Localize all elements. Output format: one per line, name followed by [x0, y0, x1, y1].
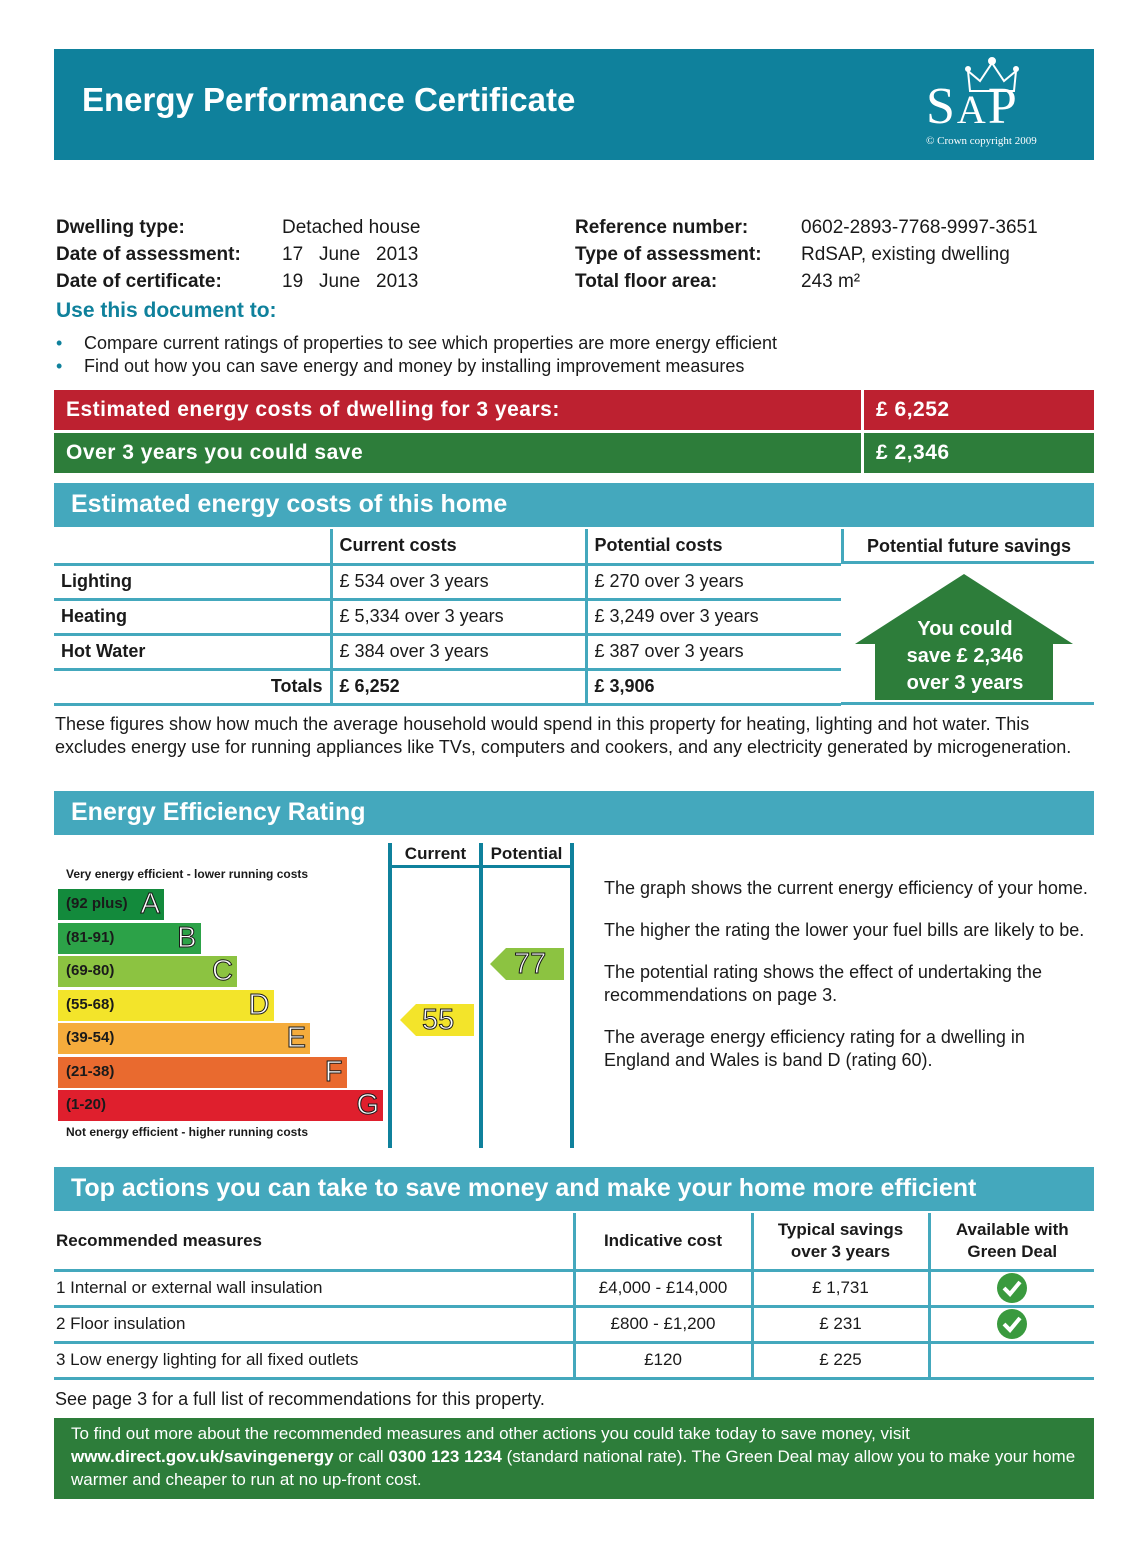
table-row: Heating £ 5,334 over 3 years £ 3,249 over 3 years — [54, 599, 841, 634]
future-savings-panel — [841, 564, 1094, 705]
page-title: Energy Performance Certificate — [82, 81, 576, 118]
band-letter: F — [324, 1055, 343, 1088]
table-row: 3 Low energy lighting for all fixed outlets £120 £ 225 — [54, 1342, 1094, 1378]
assessment-type-label: Type of assessment: — [575, 244, 762, 265]
dwelling-info — [56, 214, 420, 295]
table-row: Lighting £ 534 over 3 years £ 270 over 3 years — [54, 564, 841, 599]
use-document-title: Use this document to: — [56, 299, 277, 322]
rating-band-g — [58, 1090, 383, 1121]
band-letter: D — [248, 988, 270, 1021]
reference-label: Reference number: — [575, 217, 749, 238]
assessment-date-value: 17 June 2013 — [282, 244, 419, 265]
band-letter: A — [140, 888, 160, 920]
savings-header: Typical savings over 3 years — [752, 1213, 929, 1270]
current-column-header: Current — [404, 844, 467, 863]
estimated-cost-bar — [54, 390, 1094, 430]
green-deal-header: Available with Green Deal — [929, 1213, 1094, 1270]
rating-band-b — [58, 923, 201, 954]
rating-band-f — [58, 1057, 347, 1088]
band-range: (1-20) — [66, 1096, 107, 1113]
header-banner — [54, 49, 1094, 160]
phone-number: 0300 123 1234 — [388, 1447, 502, 1466]
future-savings-header: Potential future savings — [841, 529, 1094, 564]
column-header-underline — [392, 865, 570, 868]
see-more-text: See page 3 for a full list of recommendations for this property. — [55, 1389, 545, 1409]
footer-info: To find out more about the recommended measures and other actions you could take today to save money, visit www.direct.gov.uk/savingenergy or call 0300 123 1234 (standard national rate). The Green Deal may allow you to make your home warmer and cheaper to run at no up-front cost. — [54, 1418, 1094, 1499]
logo-copyright: © Crown copyright 2009 — [926, 135, 1037, 147]
rating-band-d — [58, 990, 274, 1021]
rating-explanation: The graph shows the current energy efficiency of your home. The higher the rating the lower your fuel bills are likely to be. The potential rating shows the effect of undertaking the recommendations on page 3. The average energy efficiency rating for a dwelling in England and Wales is band D (rating 60). — [604, 878, 1088, 1070]
savings-value: £ 2,346 — [861, 433, 1094, 473]
band-letter: C — [212, 955, 233, 987]
assessment-type-value: RdSAP, existing dwelling — [801, 244, 1010, 265]
use-bullets — [56, 332, 777, 378]
estimated-cost-label: Estimated energy costs of dwelling for 3 years: — [66, 398, 560, 421]
bullet-icon: • — [56, 356, 63, 376]
dwelling-type-label: Dwelling type: — [56, 217, 185, 238]
totals-row: Totals £ 6,252 £ 3,906 — [54, 669, 841, 704]
costs-note: These figures show how much the average household would spend in this property for heating, lighting and hot water. This excludes energy use for running appliances like TVs, computers and cookers, and any electricity generated by microgeneration. — [55, 714, 1072, 757]
list-item: • Compare current ratings of properties to see which properties are more energy efficient — [56, 333, 778, 353]
rating-band-e — [58, 1023, 310, 1054]
energy-rating-chart — [54, 843, 574, 1148]
reference-info — [575, 214, 1038, 295]
savings-bar — [54, 433, 1094, 473]
band-letter: B — [177, 921, 197, 954]
rating-band-a — [58, 889, 164, 920]
sap-logo — [918, 57, 1068, 153]
costs-header-blank — [54, 529, 331, 564]
assessment-date-label: Date of assessment: — [56, 244, 241, 265]
rating-band-c — [58, 956, 237, 987]
green-deal-check-icon — [997, 1273, 1027, 1303]
reference-value: 0602-2893-7768-9997-3651 — [801, 217, 1038, 238]
efficient-label: Very energy efficient - lower running costs — [66, 867, 309, 881]
savings-label: Over 3 years you could save — [66, 441, 364, 464]
current-rating-arrow — [400, 1004, 474, 1036]
band-range: (92 plus) — [66, 895, 128, 912]
cost-header: Indicative cost — [574, 1213, 752, 1270]
column-divider — [388, 843, 392, 1148]
inefficient-label: Not energy efficient - higher running costs — [66, 1125, 309, 1139]
table-row: 2 Floor insulation £800 - £1,200 £ 231 — [54, 1306, 1094, 1342]
sap-letters: SAP — [926, 78, 1019, 135]
band-range: (39-54) — [66, 1029, 115, 1046]
floor-area-value: 243 m² — [801, 271, 861, 292]
potential-costs-header: Potential costs — [586, 529, 841, 564]
band-range: (81-91) — [66, 928, 115, 946]
current-rating-value: 55 — [422, 1004, 455, 1036]
potential-column-header: Potential — [490, 844, 563, 863]
costs-section-title: Estimated energy costs of this home — [54, 483, 1094, 527]
band-range: (69-80) — [66, 962, 115, 979]
table-row: Hot Water £ 384 over 3 years £ 387 over 3 years — [54, 634, 841, 669]
estimated-cost-value: £ 6,252 — [861, 390, 1094, 430]
savingenergy-link[interactable]: www.direct.gov.uk/savingenergy — [71, 1447, 334, 1466]
rating-section-title: Energy Efficiency Rating — [54, 791, 1094, 835]
green-deal-check-icon — [997, 1309, 1027, 1339]
future-savings-text: You could save £ 2,346 over 3 years — [906, 618, 1024, 694]
list-item: • Find out how you can save energy and money by installing improvement measures — [56, 356, 745, 376]
certificate-date-label: Date of certificate: — [56, 271, 222, 292]
current-costs-header: Current costs — [331, 529, 586, 564]
actions-section-title: Top actions you can take to save money and make your home more efficient — [54, 1167, 1094, 1211]
band-range: (55-68) — [66, 995, 115, 1013]
costs-table — [54, 529, 841, 706]
column-divider — [479, 843, 483, 1148]
floor-area-label: Total floor area: — [575, 271, 718, 292]
band-range: (21-38) — [66, 1062, 115, 1080]
certificate-date-value: 19 June 2013 — [282, 271, 419, 292]
actions-table — [54, 1213, 1094, 1380]
band-letter: G — [356, 1089, 379, 1121]
potential-rating-arrow — [490, 948, 564, 980]
potential-rating-value: 77 — [514, 948, 547, 980]
measures-header: Recommended measures — [54, 1213, 574, 1270]
bullet-icon: • — [56, 333, 63, 353]
dwelling-type-value: Detached house — [282, 217, 421, 238]
band-letter: E — [286, 1022, 306, 1054]
column-divider — [570, 843, 574, 1148]
table-row: 1 Internal or external wall insulation £4,000 - £14,000 £ 1,731 — [54, 1270, 1094, 1306]
